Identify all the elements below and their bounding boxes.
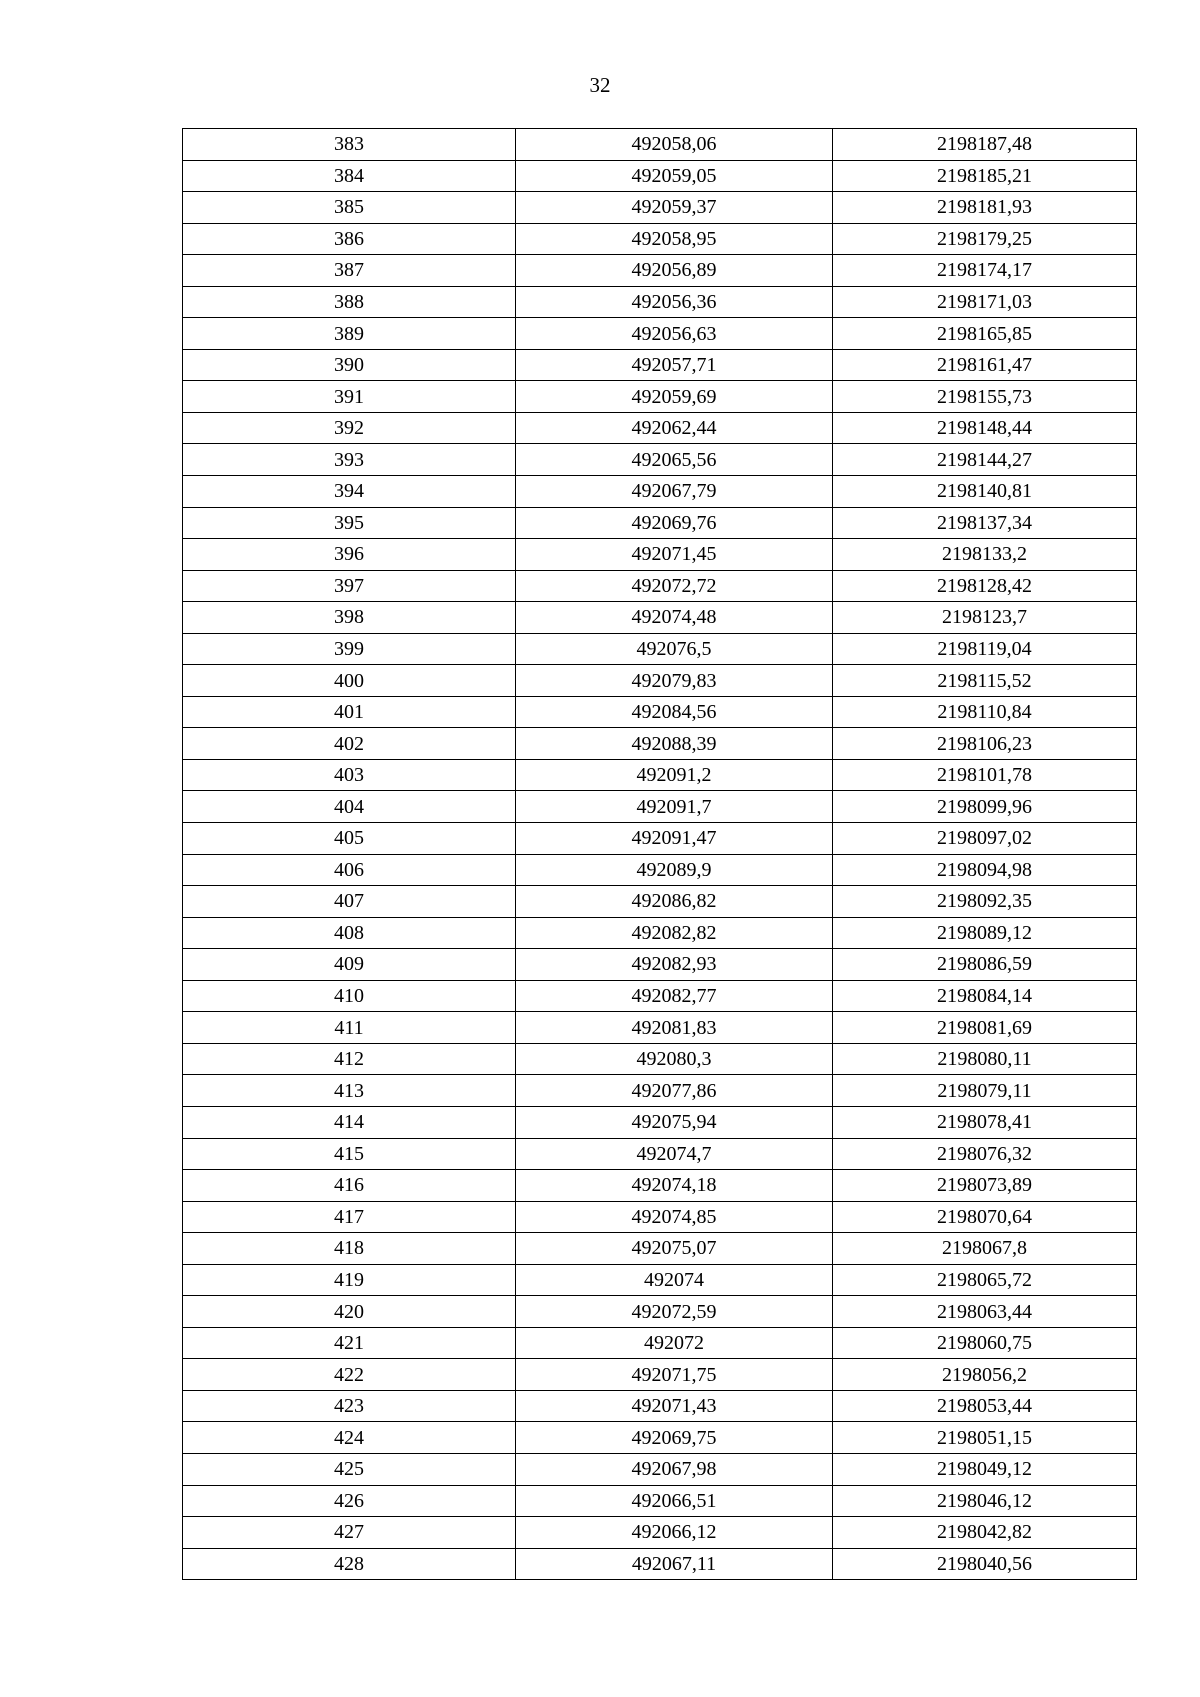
point-number-cell: 423 xyxy=(183,1390,516,1422)
table-row xyxy=(183,823,1137,855)
table-row xyxy=(183,1075,1137,1107)
y-coordinate-cell: 2198079,11 xyxy=(833,1075,1137,1107)
point-number-cell: 383 xyxy=(183,129,516,161)
y-coordinate-cell: 2198084,14 xyxy=(833,980,1137,1012)
x-coordinate-cell: 492069,76 xyxy=(516,507,833,539)
table-row xyxy=(183,854,1137,886)
point-number-cell: 420 xyxy=(183,1296,516,1328)
table-row xyxy=(183,1170,1137,1202)
point-number-cell: 424 xyxy=(183,1422,516,1454)
point-number-cell: 400 xyxy=(183,665,516,697)
x-coordinate-cell: 492071,45 xyxy=(516,539,833,571)
point-number-cell: 427 xyxy=(183,1517,516,1549)
point-number-cell: 391 xyxy=(183,381,516,413)
point-number-cell: 415 xyxy=(183,1138,516,1170)
table-row xyxy=(183,507,1137,539)
table-row xyxy=(183,255,1137,287)
table-row xyxy=(183,349,1137,381)
table-row xyxy=(183,917,1137,949)
point-number-cell: 404 xyxy=(183,791,516,823)
x-coordinate-cell: 492088,39 xyxy=(516,728,833,760)
point-number-cell: 405 xyxy=(183,823,516,855)
point-number-cell: 416 xyxy=(183,1170,516,1202)
x-coordinate-cell: 492077,86 xyxy=(516,1075,833,1107)
point-number-cell: 408 xyxy=(183,917,516,949)
point-number-cell: 385 xyxy=(183,192,516,224)
point-number-cell: 410 xyxy=(183,980,516,1012)
y-coordinate-cell: 2198073,89 xyxy=(833,1170,1137,1202)
x-coordinate-cell: 492075,94 xyxy=(516,1106,833,1138)
point-number-cell: 413 xyxy=(183,1075,516,1107)
point-number-cell: 388 xyxy=(183,286,516,318)
x-coordinate-cell: 492067,11 xyxy=(516,1548,833,1580)
y-coordinate-cell: 2198081,69 xyxy=(833,1012,1137,1044)
point-number-cell: 425 xyxy=(183,1453,516,1485)
point-number-cell: 386 xyxy=(183,223,516,255)
point-number-cell: 387 xyxy=(183,255,516,287)
y-coordinate-cell: 2198040,56 xyxy=(833,1548,1137,1580)
x-coordinate-cell: 492079,83 xyxy=(516,665,833,697)
x-coordinate-cell: 492074 xyxy=(516,1264,833,1296)
x-coordinate-cell: 492074,85 xyxy=(516,1201,833,1233)
y-coordinate-cell: 2198110,84 xyxy=(833,696,1137,728)
point-number-cell: 396 xyxy=(183,539,516,571)
x-coordinate-cell: 492056,63 xyxy=(516,318,833,350)
point-number-cell: 406 xyxy=(183,854,516,886)
x-coordinate-cell: 492071,75 xyxy=(516,1359,833,1391)
coordinates-table-body xyxy=(183,129,1137,1580)
point-number-cell: 395 xyxy=(183,507,516,539)
x-coordinate-cell: 492080,3 xyxy=(516,1043,833,1075)
point-number-cell: 389 xyxy=(183,318,516,350)
y-coordinate-cell: 2198042,82 xyxy=(833,1517,1137,1549)
y-coordinate-cell: 2198140,81 xyxy=(833,476,1137,508)
point-number-cell: 412 xyxy=(183,1043,516,1075)
y-coordinate-cell: 2198060,75 xyxy=(833,1327,1137,1359)
point-number-cell: 414 xyxy=(183,1106,516,1138)
y-coordinate-cell: 2198051,15 xyxy=(833,1422,1137,1454)
table-row xyxy=(183,759,1137,791)
table-row xyxy=(183,602,1137,634)
x-coordinate-cell: 492059,69 xyxy=(516,381,833,413)
x-coordinate-cell: 492091,47 xyxy=(516,823,833,855)
point-number-cell: 426 xyxy=(183,1485,516,1517)
table-row xyxy=(183,980,1137,1012)
y-coordinate-cell: 2198179,25 xyxy=(833,223,1137,255)
table-row xyxy=(183,791,1137,823)
y-coordinate-cell: 2198070,64 xyxy=(833,1201,1137,1233)
y-coordinate-cell: 2198128,42 xyxy=(833,570,1137,602)
x-coordinate-cell: 492069,75 xyxy=(516,1422,833,1454)
y-coordinate-cell: 2198078,41 xyxy=(833,1106,1137,1138)
x-coordinate-cell: 492056,89 xyxy=(516,255,833,287)
table-row xyxy=(183,1264,1137,1296)
y-coordinate-cell: 2198063,44 xyxy=(833,1296,1137,1328)
y-coordinate-cell: 2198099,96 xyxy=(833,791,1137,823)
table-row xyxy=(183,1043,1137,1075)
x-coordinate-cell: 492071,43 xyxy=(516,1390,833,1422)
table-row xyxy=(183,1106,1137,1138)
table-row xyxy=(183,1548,1137,1580)
point-number-cell: 384 xyxy=(183,160,516,192)
y-coordinate-cell: 2198097,02 xyxy=(833,823,1137,855)
x-coordinate-cell: 492066,51 xyxy=(516,1485,833,1517)
x-coordinate-cell: 492065,56 xyxy=(516,444,833,476)
table-row xyxy=(183,160,1137,192)
x-coordinate-cell: 492074,48 xyxy=(516,602,833,634)
y-coordinate-cell: 2198053,44 xyxy=(833,1390,1137,1422)
table-row xyxy=(183,665,1137,697)
x-coordinate-cell: 492058,95 xyxy=(516,223,833,255)
y-coordinate-cell: 2198080,11 xyxy=(833,1043,1137,1075)
x-coordinate-cell: 492057,71 xyxy=(516,349,833,381)
y-coordinate-cell: 2198181,93 xyxy=(833,192,1137,224)
point-number-cell: 418 xyxy=(183,1233,516,1265)
y-coordinate-cell: 2198185,21 xyxy=(833,160,1137,192)
table-row xyxy=(183,1327,1137,1359)
x-coordinate-cell: 492082,82 xyxy=(516,917,833,949)
table-row xyxy=(183,1233,1137,1265)
x-coordinate-cell: 492072,59 xyxy=(516,1296,833,1328)
point-number-cell: 428 xyxy=(183,1548,516,1580)
point-number-cell: 422 xyxy=(183,1359,516,1391)
point-number-cell: 392 xyxy=(183,412,516,444)
table-row xyxy=(183,1296,1137,1328)
x-coordinate-cell: 492058,06 xyxy=(516,129,833,161)
x-coordinate-cell: 492067,79 xyxy=(516,476,833,508)
coordinates-table xyxy=(182,128,1137,1580)
table-row xyxy=(183,1359,1137,1391)
y-coordinate-cell: 2198161,47 xyxy=(833,349,1137,381)
y-coordinate-cell: 2198144,27 xyxy=(833,444,1137,476)
table-row xyxy=(183,1485,1137,1517)
table-row xyxy=(183,476,1137,508)
y-coordinate-cell: 2198106,23 xyxy=(833,728,1137,760)
table-row xyxy=(183,1422,1137,1454)
table-row xyxy=(183,696,1137,728)
point-number-cell: 399 xyxy=(183,633,516,665)
x-coordinate-cell: 492074,7 xyxy=(516,1138,833,1170)
page-number: 32 xyxy=(589,73,611,97)
point-number-cell: 403 xyxy=(183,759,516,791)
y-coordinate-cell: 2198101,78 xyxy=(833,759,1137,791)
point-number-cell: 390 xyxy=(183,349,516,381)
table-row xyxy=(183,1012,1137,1044)
point-number-cell: 417 xyxy=(183,1201,516,1233)
table-row xyxy=(183,286,1137,318)
x-coordinate-cell: 492082,93 xyxy=(516,949,833,981)
x-coordinate-cell: 492086,82 xyxy=(516,886,833,918)
y-coordinate-cell: 2198046,12 xyxy=(833,1485,1137,1517)
point-number-cell: 409 xyxy=(183,949,516,981)
x-coordinate-cell: 492066,12 xyxy=(516,1517,833,1549)
table-row xyxy=(183,223,1137,255)
y-coordinate-cell: 2198155,73 xyxy=(833,381,1137,413)
table-row xyxy=(183,412,1137,444)
y-coordinate-cell: 2198056,2 xyxy=(833,1359,1137,1391)
y-coordinate-cell: 2198076,32 xyxy=(833,1138,1137,1170)
y-coordinate-cell: 2198171,03 xyxy=(833,286,1137,318)
table-row xyxy=(183,444,1137,476)
x-coordinate-cell: 492072 xyxy=(516,1327,833,1359)
x-coordinate-cell: 492062,44 xyxy=(516,412,833,444)
y-coordinate-cell: 2198115,52 xyxy=(833,665,1137,697)
table-row xyxy=(183,192,1137,224)
y-coordinate-cell: 2198174,17 xyxy=(833,255,1137,287)
table-row xyxy=(183,886,1137,918)
y-coordinate-cell: 2198123,7 xyxy=(833,602,1137,634)
table-row xyxy=(183,1390,1137,1422)
x-coordinate-cell: 492091,2 xyxy=(516,759,833,791)
x-coordinate-cell: 492067,98 xyxy=(516,1453,833,1485)
y-coordinate-cell: 2198067,8 xyxy=(833,1233,1137,1265)
table-row xyxy=(183,1201,1137,1233)
y-coordinate-cell: 2198165,85 xyxy=(833,318,1137,350)
table-row xyxy=(183,570,1137,602)
x-coordinate-cell: 492084,56 xyxy=(516,696,833,728)
point-number-cell: 421 xyxy=(183,1327,516,1359)
y-coordinate-cell: 2198119,04 xyxy=(833,633,1137,665)
x-coordinate-cell: 492075,07 xyxy=(516,1233,833,1265)
table-row xyxy=(183,1517,1137,1549)
y-coordinate-cell: 2198094,98 xyxy=(833,854,1137,886)
x-coordinate-cell: 492076,5 xyxy=(516,633,833,665)
y-coordinate-cell: 2198089,12 xyxy=(833,917,1137,949)
y-coordinate-cell: 2198148,44 xyxy=(833,412,1137,444)
x-coordinate-cell: 492089,9 xyxy=(516,854,833,886)
x-coordinate-cell: 492082,77 xyxy=(516,980,833,1012)
x-coordinate-cell: 492091,7 xyxy=(516,791,833,823)
x-coordinate-cell: 492081,83 xyxy=(516,1012,833,1044)
y-coordinate-cell: 2198137,34 xyxy=(833,507,1137,539)
point-number-cell: 394 xyxy=(183,476,516,508)
y-coordinate-cell: 2198065,72 xyxy=(833,1264,1137,1296)
y-coordinate-cell: 2198133,2 xyxy=(833,539,1137,571)
point-number-cell: 398 xyxy=(183,602,516,634)
table-row xyxy=(183,1453,1137,1485)
point-number-cell: 402 xyxy=(183,728,516,760)
table-row xyxy=(183,728,1137,760)
table-row xyxy=(183,1138,1137,1170)
x-coordinate-cell: 492056,36 xyxy=(516,286,833,318)
x-coordinate-cell: 492074,18 xyxy=(516,1170,833,1202)
point-number-cell: 407 xyxy=(183,886,516,918)
y-coordinate-cell: 2198086,59 xyxy=(833,949,1137,981)
x-coordinate-cell: 492059,37 xyxy=(516,192,833,224)
y-coordinate-cell: 2198092,35 xyxy=(833,886,1137,918)
point-number-cell: 397 xyxy=(183,570,516,602)
point-number-cell: 411 xyxy=(183,1012,516,1044)
table-row xyxy=(183,633,1137,665)
point-number-cell: 401 xyxy=(183,696,516,728)
table-row xyxy=(183,539,1137,571)
x-coordinate-cell: 492059,05 xyxy=(516,160,833,192)
point-number-cell: 419 xyxy=(183,1264,516,1296)
table-row xyxy=(183,129,1137,161)
y-coordinate-cell: 2198187,48 xyxy=(833,129,1137,161)
y-coordinate-cell: 2198049,12 xyxy=(833,1453,1137,1485)
table-row xyxy=(183,949,1137,981)
table-row xyxy=(183,381,1137,413)
x-coordinate-cell: 492072,72 xyxy=(516,570,833,602)
table-row xyxy=(183,318,1137,350)
point-number-cell: 393 xyxy=(183,444,516,476)
